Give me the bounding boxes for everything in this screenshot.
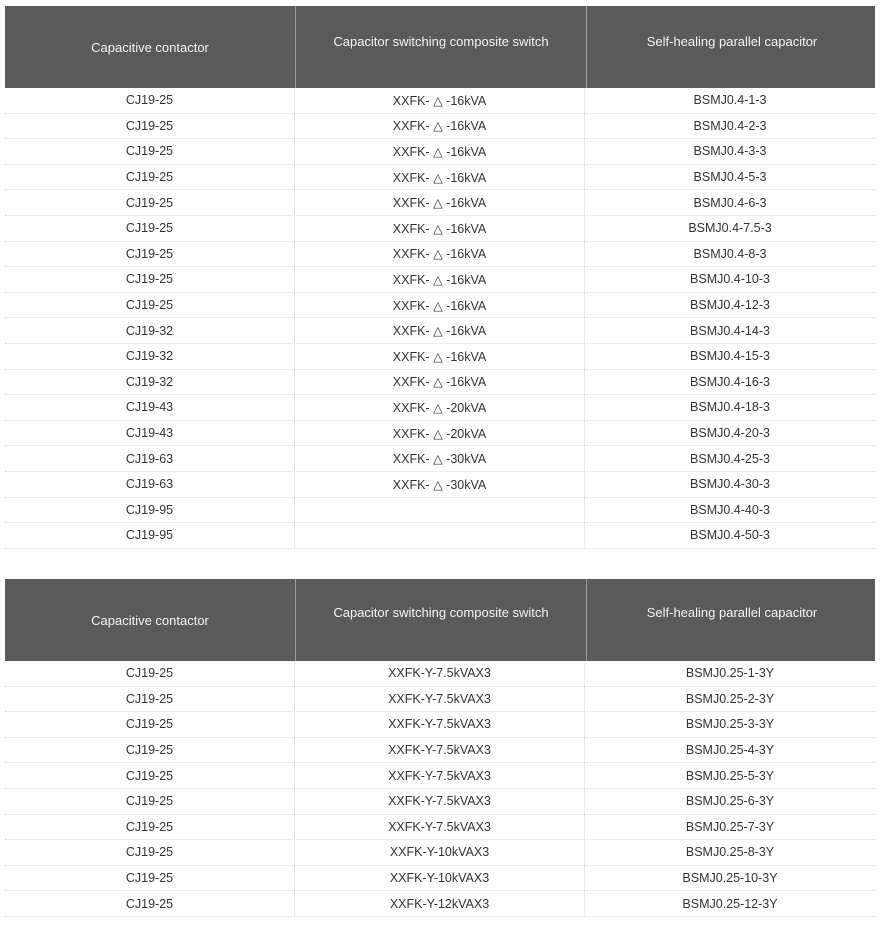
cell-composite-switch: XXFK-Y-7.5kVAX3 — [295, 712, 585, 737]
table-row — [5, 763, 875, 789]
cell-composite-switch: XXFK-Y-7.5kVAX3 — [295, 815, 585, 840]
cell-composite-switch: XXFK- △ -20kVA — [295, 421, 585, 446]
cell-capacitor: BSMJ0.25-10-3Y — [682, 871, 778, 886]
cell-contactor: CJ19-25 — [5, 738, 295, 763]
table-row — [5, 216, 875, 242]
table-row — [5, 661, 875, 687]
table-row — [5, 446, 875, 472]
cell-composite-switch: XXFK- △ -30kVA — [295, 446, 585, 471]
cell-capacitor: BSMJ0.25-12-3Y — [682, 896, 778, 911]
cell-capacitor: BSMJ0.25-7-3Y — [685, 819, 775, 834]
table-body — [5, 88, 875, 549]
cell-contactor: CJ19-32 — [5, 344, 295, 369]
cell-composite-switch: XXFK-Y-7.5kVAX3 — [295, 661, 585, 686]
cell-contactor: CJ19-25 — [5, 216, 295, 241]
cell-composite-switch: XXFK- △ -16kVA — [295, 293, 585, 318]
table-row — [5, 498, 875, 524]
cell-contactor: CJ19-25 — [5, 712, 295, 737]
cell-capacitor: BSMJ0.4-18-3 — [690, 400, 770, 415]
cell-contactor: CJ19-25 — [5, 789, 295, 814]
cell-contactor: CJ19-43 — [5, 421, 295, 446]
cell-composite-switch: XXFK- △ -16kVA — [295, 344, 585, 369]
table-row — [5, 318, 875, 344]
table-row — [5, 344, 875, 370]
header-label: Capacitive contactor — [91, 39, 209, 55]
table-row — [5, 738, 875, 764]
table-row — [5, 293, 875, 319]
cell-contactor: CJ19-25 — [5, 267, 295, 292]
cell-contactor: CJ19-25 — [5, 165, 295, 190]
cell-capacitor: BSMJ0.4-20-3 — [690, 426, 770, 441]
cell-capacitor: BSMJ0.4-8-3 — [693, 246, 767, 261]
cell-capacitor: BSMJ0.4-14-3 — [690, 323, 770, 338]
cell-composite-switch: XXFK- △ -16kVA — [295, 165, 585, 190]
cell-capacitor: BSMJ0.25-2-3Y — [685, 691, 775, 706]
cell-capacitor: BSMJ0.4-3-3 — [693, 144, 767, 159]
cell-contactor: CJ19-25 — [5, 815, 295, 840]
cell-capacitor: BSMJ0.4-40-3 — [690, 502, 770, 517]
cell-composite-switch — [295, 523, 585, 548]
table-row — [5, 242, 875, 268]
cell-contactor: CJ19-25 — [5, 139, 295, 164]
cell-capacitor: BSMJ0.4-15-3 — [690, 349, 770, 364]
cell-capacitor: BSMJ0.4-1-3 — [693, 93, 767, 108]
cell-contactor: CJ19-25 — [5, 293, 295, 318]
table-row — [5, 139, 875, 165]
cell-capacitor: BSMJ0.25-8-3Y — [685, 845, 775, 860]
cell-composite-switch: XXFK-Y-10kVAX3 — [295, 840, 585, 865]
table-row — [5, 421, 875, 447]
header-label: Self-healing parallel capacitor — [646, 604, 818, 620]
capacitor-table-1 — [5, 6, 875, 549]
cell-contactor: CJ19-25 — [5, 840, 295, 865]
cell-capacitor: BSMJ0.4-5-3 — [693, 170, 767, 185]
cell-contactor: CJ19-25 — [5, 88, 295, 113]
cell-contactor: CJ19-32 — [5, 370, 295, 395]
header-composite-switch — [296, 6, 587, 88]
table-row — [5, 523, 875, 549]
cell-composite-switch: XXFK- △ -16kVA — [295, 216, 585, 241]
table-row — [5, 370, 875, 396]
cell-contactor: CJ19-25 — [5, 866, 295, 891]
table-row — [5, 789, 875, 815]
cell-capacitor: BSMJ0.4-50-3 — [690, 528, 770, 543]
header-capacitive-contactor — [5, 6, 296, 88]
cell-composite-switch: XXFK-Y-10kVAX3 — [295, 866, 585, 891]
table-body — [5, 661, 875, 917]
table-row — [5, 395, 875, 421]
cell-contactor: CJ19-25 — [5, 661, 295, 686]
cell-capacitor: BSMJ0.4-10-3 — [690, 272, 770, 287]
cell-contactor: CJ19-63 — [5, 472, 295, 497]
table-row — [5, 267, 875, 293]
cell-composite-switch: XXFK- △ -16kVA — [295, 114, 585, 139]
cell-capacitor: BSMJ0.4-2-3 — [693, 118, 767, 133]
header-label: Capacitive contactor — [91, 612, 209, 628]
header-capacitive-contactor — [5, 579, 296, 661]
cell-composite-switch — [295, 498, 585, 523]
table-header — [5, 579, 875, 661]
cell-composite-switch: XXFK-Y-7.5kVAX3 — [295, 738, 585, 763]
cell-capacitor: BSMJ0.4-25-3 — [690, 451, 770, 466]
cell-composite-switch: XXFK-Y-12kVAX3 — [295, 891, 585, 916]
cell-contactor: CJ19-25 — [5, 687, 295, 712]
table-header — [5, 6, 875, 88]
cell-capacitor: BSMJ0.4-30-3 — [690, 477, 770, 492]
cell-composite-switch: XXFK- △ -16kVA — [295, 242, 585, 267]
table-row — [5, 190, 875, 216]
cell-contactor: CJ19-63 — [5, 446, 295, 471]
cell-composite-switch: XXFK- △ -30kVA — [295, 472, 585, 497]
table-row — [5, 712, 875, 738]
table-row — [5, 114, 875, 140]
cell-contactor: CJ19-25 — [5, 114, 295, 139]
cell-composite-switch: XXFK- △ -20kVA — [295, 395, 585, 420]
header-label: Capacitor switching composite switch — [333, 604, 549, 620]
table-row — [5, 840, 875, 866]
cell-contactor: CJ19-25 — [5, 763, 295, 788]
cell-capacitor: BSMJ0.4-7.5-3 — [688, 221, 772, 236]
cell-composite-switch: XXFK- △ -16kVA — [295, 318, 585, 343]
table-row — [5, 815, 875, 841]
cell-composite-switch: XXFK- △ -16kVA — [295, 190, 585, 215]
cell-contactor: CJ19-25 — [5, 242, 295, 267]
cell-composite-switch: XXFK-Y-7.5kVAX3 — [295, 763, 585, 788]
header-label: Self-healing parallel capacitor — [646, 33, 818, 49]
table-row — [5, 687, 875, 713]
cell-capacitor: BSMJ0.25-5-3Y — [685, 768, 775, 783]
cell-capacitor: BSMJ0.25-6-3Y — [685, 794, 775, 809]
cell-composite-switch: XXFK- △ -16kVA — [295, 139, 585, 164]
cell-contactor: CJ19-25 — [5, 190, 295, 215]
cell-capacitor: BSMJ0.4-12-3 — [690, 298, 770, 313]
table-row — [5, 866, 875, 892]
cell-contactor: CJ19-25 — [5, 891, 295, 916]
cell-composite-switch: XXFK- △ -16kVA — [295, 370, 585, 395]
cell-composite-switch: XXFK-Y-7.5kVAX3 — [295, 687, 585, 712]
cell-capacitor: BSMJ0.4-6-3 — [693, 195, 767, 210]
table-row — [5, 88, 875, 114]
cell-composite-switch: XXFK- △ -16kVA — [295, 267, 585, 292]
table-row — [5, 165, 875, 191]
cell-capacitor: BSMJ0.25-3-3Y — [685, 717, 775, 732]
cell-contactor: CJ19-32 — [5, 318, 295, 343]
cell-composite-switch: XXFK- △ -16kVA — [295, 88, 585, 113]
header-parallel-capacitor — [587, 579, 877, 661]
header-parallel-capacitor — [587, 6, 877, 88]
table-row — [5, 472, 875, 498]
cell-capacitor: BSMJ0.25-4-3Y — [685, 743, 775, 758]
cell-contactor: CJ19-95 — [5, 498, 295, 523]
header-composite-switch — [296, 579, 587, 661]
cell-capacitor: BSMJ0.25-1-3Y — [685, 666, 775, 681]
cell-contactor: CJ19-43 — [5, 395, 295, 420]
cell-contactor: CJ19-95 — [5, 523, 295, 548]
capacitor-table-2 — [5, 579, 875, 917]
cell-composite-switch: XXFK-Y-7.5kVAX3 — [295, 789, 585, 814]
table-row — [5, 891, 875, 917]
header-label: Capacitor switching composite switch — [333, 33, 549, 49]
cell-capacitor: BSMJ0.4-16-3 — [690, 374, 770, 389]
